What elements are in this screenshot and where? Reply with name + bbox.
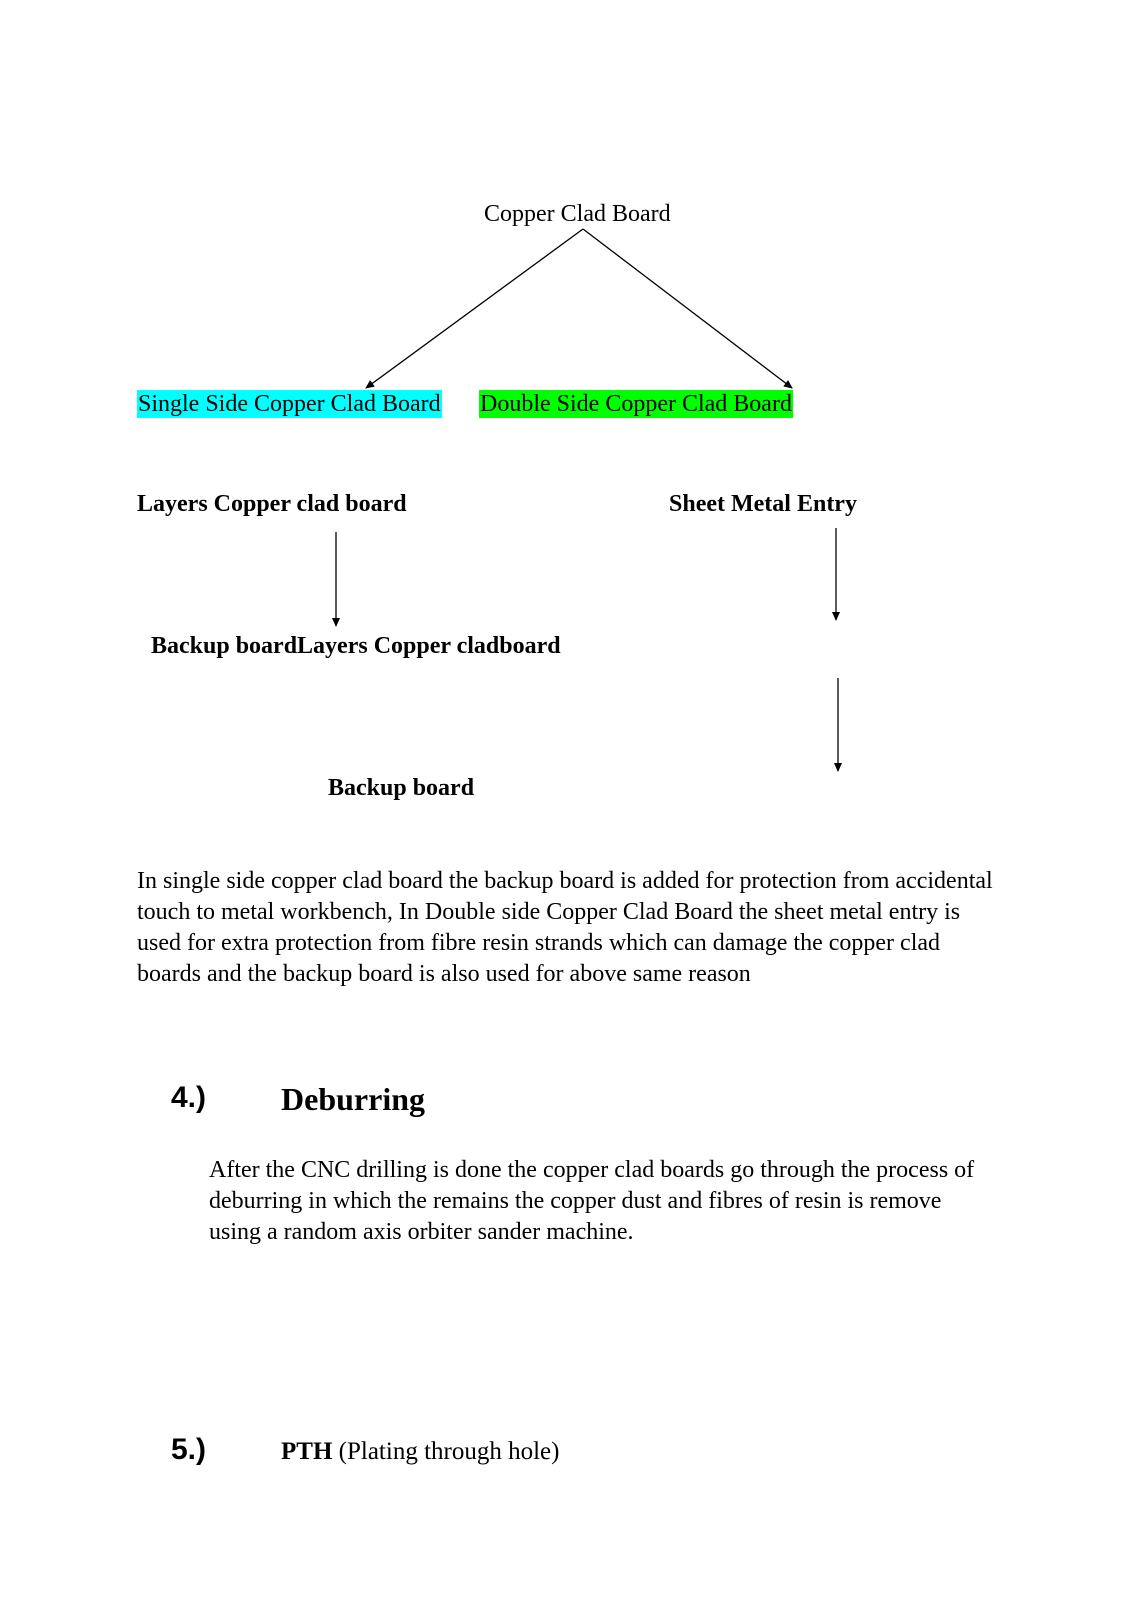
section-4-number: 4.) [171, 1081, 207, 1114]
section-4-text: After the CNC drilling is done the copper clad boards go through the process of deburring in which the remains the copper dust and fibres of resin is remove using a random axis orbiter sander machine. [209, 1157, 975, 1245]
section-5-title-rest: (Plating through hole) [332, 1438, 560, 1465]
section-4-title: Deburring [281, 1081, 425, 1117]
single-side-node: Single Side Copper Clad Board [138, 391, 441, 417]
double-side-node: Double Side Copper Clad Board [480, 391, 792, 417]
backup-layers-node: Backup boardLayers Copper cladboard [151, 633, 561, 659]
backup-board-node: Backup board [328, 775, 475, 801]
layers-copper-clad-node: Layers Copper clad board [137, 491, 407, 517]
section-5-number: 5.) [171, 1433, 207, 1466]
section-5-title-bold: PTH [281, 1438, 333, 1465]
arrow-root-to-single-side [366, 229, 583, 388]
arrow-root-to-double-side [583, 229, 792, 388]
diagram-root-node: Copper Clad Board [484, 201, 671, 227]
explanation-paragraph: In single side copper clad board the backup board is added for protection from accidental touch to metal workbench, In Double side Copper Clad Board the sheet metal entry is used for extra protection from fibre resin strands which can damage the copper clad boards and the backup board is also used for above same reason [137, 868, 993, 987]
section-5-title [281, 1437, 559, 1467]
sheet-metal-entry-node: Sheet Metal Entry [669, 491, 857, 517]
